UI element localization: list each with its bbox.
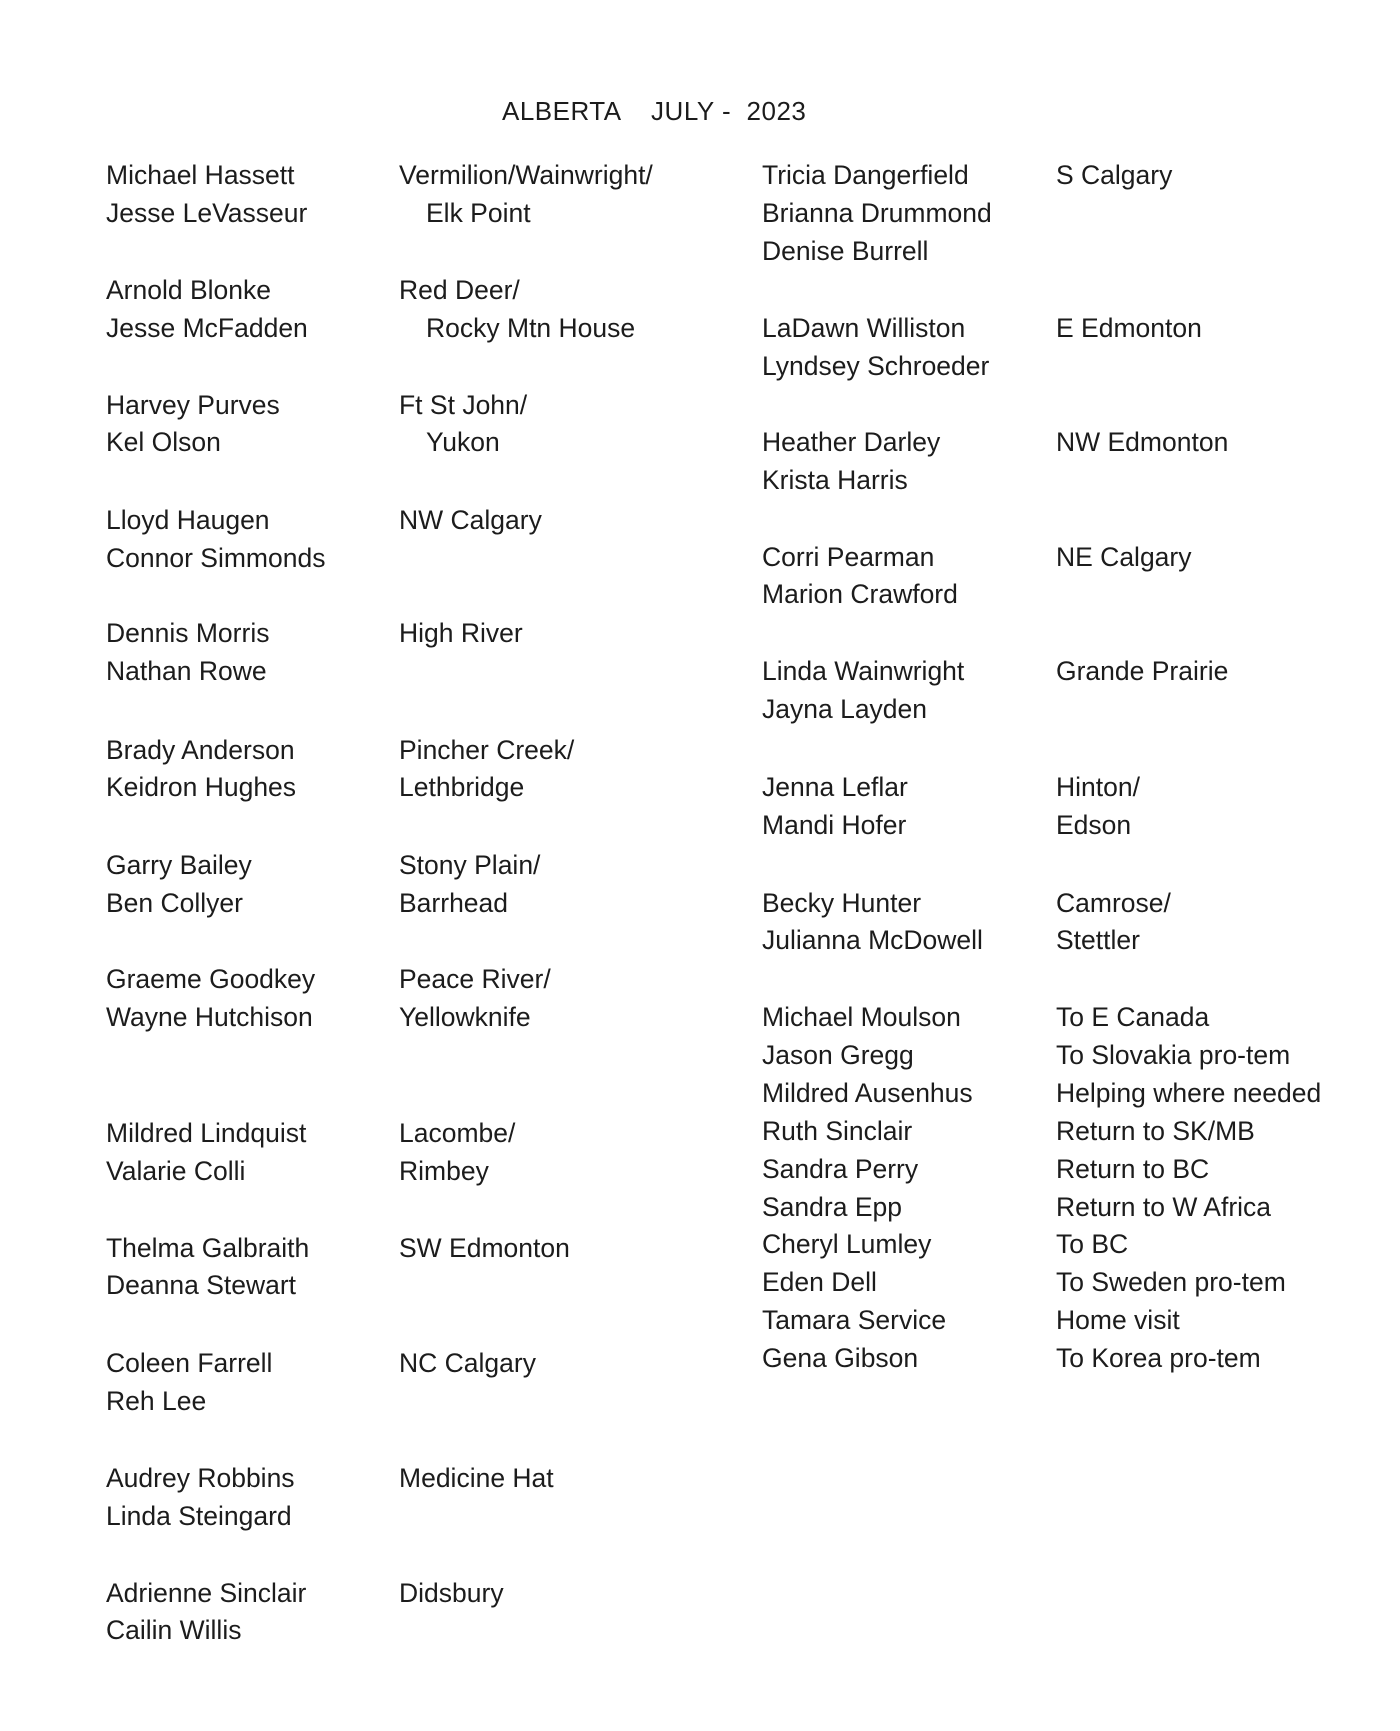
location-entry: Stony Plain/ [399,850,541,880]
location-entry: To Slovakia pro-tem [1056,1040,1291,1070]
location-entry: Home visit [1056,1305,1180,1335]
person-name: Audrey Robbins [106,1463,295,1493]
location-entry: To BC [1056,1229,1129,1259]
location-entry: S Calgary [1056,160,1173,190]
person-name: Lyndsey Schroeder [762,351,990,381]
person-name: Jesse LeVasseur [106,198,308,228]
location-entry: NW Calgary [399,505,542,535]
person-name: Brady Anderson [106,735,295,765]
person-name: Ben Collyer [106,888,243,918]
location-entry: High River [399,618,523,648]
location-entry: Elk Point [426,198,531,228]
person-name: Valarie Colli [106,1156,246,1186]
person-name: Jesse McFadden [106,313,308,343]
person-name: Tamara Service [762,1305,947,1335]
person-name: Cheryl Lumley [762,1229,932,1259]
location-entry: To Korea pro-tem [1056,1343,1261,1373]
person-name: LaDawn Williston [762,313,966,343]
location-entry: Helping where needed [1056,1078,1322,1108]
person-name: Reh Lee [106,1386,207,1416]
person-name: Brianna Drummond [762,198,992,228]
person-name: Krista Harris [762,465,908,495]
location-entry: Stettler [1056,925,1140,955]
person-name: Kel Olson [106,427,221,457]
person-name: Dennis Morris [106,618,270,648]
person-name: Mandi Hofer [762,810,907,840]
person-name: Nathan Rowe [106,656,267,686]
location-entry: Vermilion/Wainwright/ [399,160,653,190]
person-name: Mildred Ausenhus [762,1078,973,1108]
location-entry: To Sweden pro-tem [1056,1267,1286,1297]
location-entry: Grande Prairie [1056,656,1229,686]
location-entry: NC Calgary [399,1348,536,1378]
document-title: ALBERTA JULY - 2023 [502,96,807,126]
person-name: Wayne Hutchison [106,1002,313,1032]
location-entry: Hinton/ [1056,772,1140,802]
person-name: Tricia Dangerfield [762,160,969,190]
person-name: Jenna Leflar [762,772,908,802]
person-name: Lloyd Haugen [106,505,270,535]
location-entry: Return to SK/MB [1056,1116,1255,1146]
person-name: Marion Crawford [762,579,958,609]
person-name: Michael Moulson [762,1002,961,1032]
location-entry: Lacombe/ [399,1118,516,1148]
location-entry: Yukon [426,427,500,457]
location-entry: Rimbey [399,1156,489,1186]
location-entry: Camrose/ [1056,888,1171,918]
person-name: Michael Hassett [106,160,295,190]
person-name: Harvey Purves [106,390,280,420]
location-entry: Peace River/ [399,964,551,994]
person-name: Corri Pearman [762,542,935,572]
location-entry: To E Canada [1056,1002,1210,1032]
person-name: Denise Burrell [762,236,929,266]
location-entry: Medicine Hat [399,1463,554,1493]
person-name: Eden Dell [762,1267,877,1297]
person-name: Julianna McDowell [762,925,983,955]
location-entry: Didsbury [399,1578,504,1608]
location-entry: Barrhead [399,888,509,918]
person-name: Linda Wainwright [762,656,965,686]
person-name: Arnold Blonke [106,275,271,305]
location-entry: NW Edmonton [1056,427,1229,457]
person-name: Connor Simmonds [106,543,326,573]
person-name: Cailin Willis [106,1615,242,1645]
location-entry: Ft St John/ [399,390,528,420]
location-entry: Pincher Creek/ [399,735,575,765]
person-name: Adrienne Sinclair [106,1578,307,1608]
person-name: Gena Gibson [762,1343,919,1373]
location-entry: Edson [1056,810,1132,840]
location-entry: NE Calgary [1056,542,1192,572]
person-name: Deanna Stewart [106,1270,297,1300]
person-name: Coleen Farrell [106,1348,273,1378]
person-name: Linda Steingard [106,1501,292,1531]
person-name: Graeme Goodkey [106,964,316,994]
location-entry: Rocky Mtn House [426,313,636,343]
person-name: Ruth Sinclair [762,1116,913,1146]
location-entry: Return to W Africa [1056,1192,1272,1222]
person-name: Heather Darley [762,427,941,457]
location-entry: E Edmonton [1056,313,1202,343]
person-name: Jayna Layden [762,694,928,724]
location-entry: SW Edmonton [399,1233,570,1263]
location-entry: Yellowknife [399,1002,531,1032]
person-name: Keidron Hughes [106,772,297,802]
person-name: Sandra Perry [762,1154,919,1184]
location-entry: Lethbridge [399,772,525,802]
person-name: Sandra Epp [762,1192,902,1222]
person-name: Mildred Lindquist [106,1118,307,1148]
person-name: Garry Bailey [106,850,252,880]
location-entry: Red Deer/ [399,275,520,305]
location-entry: Return to BC [1056,1154,1210,1184]
person-name: Thelma Galbraith [106,1233,310,1263]
person-name: Becky Hunter [762,888,922,918]
person-name: Jason Gregg [762,1040,914,1070]
